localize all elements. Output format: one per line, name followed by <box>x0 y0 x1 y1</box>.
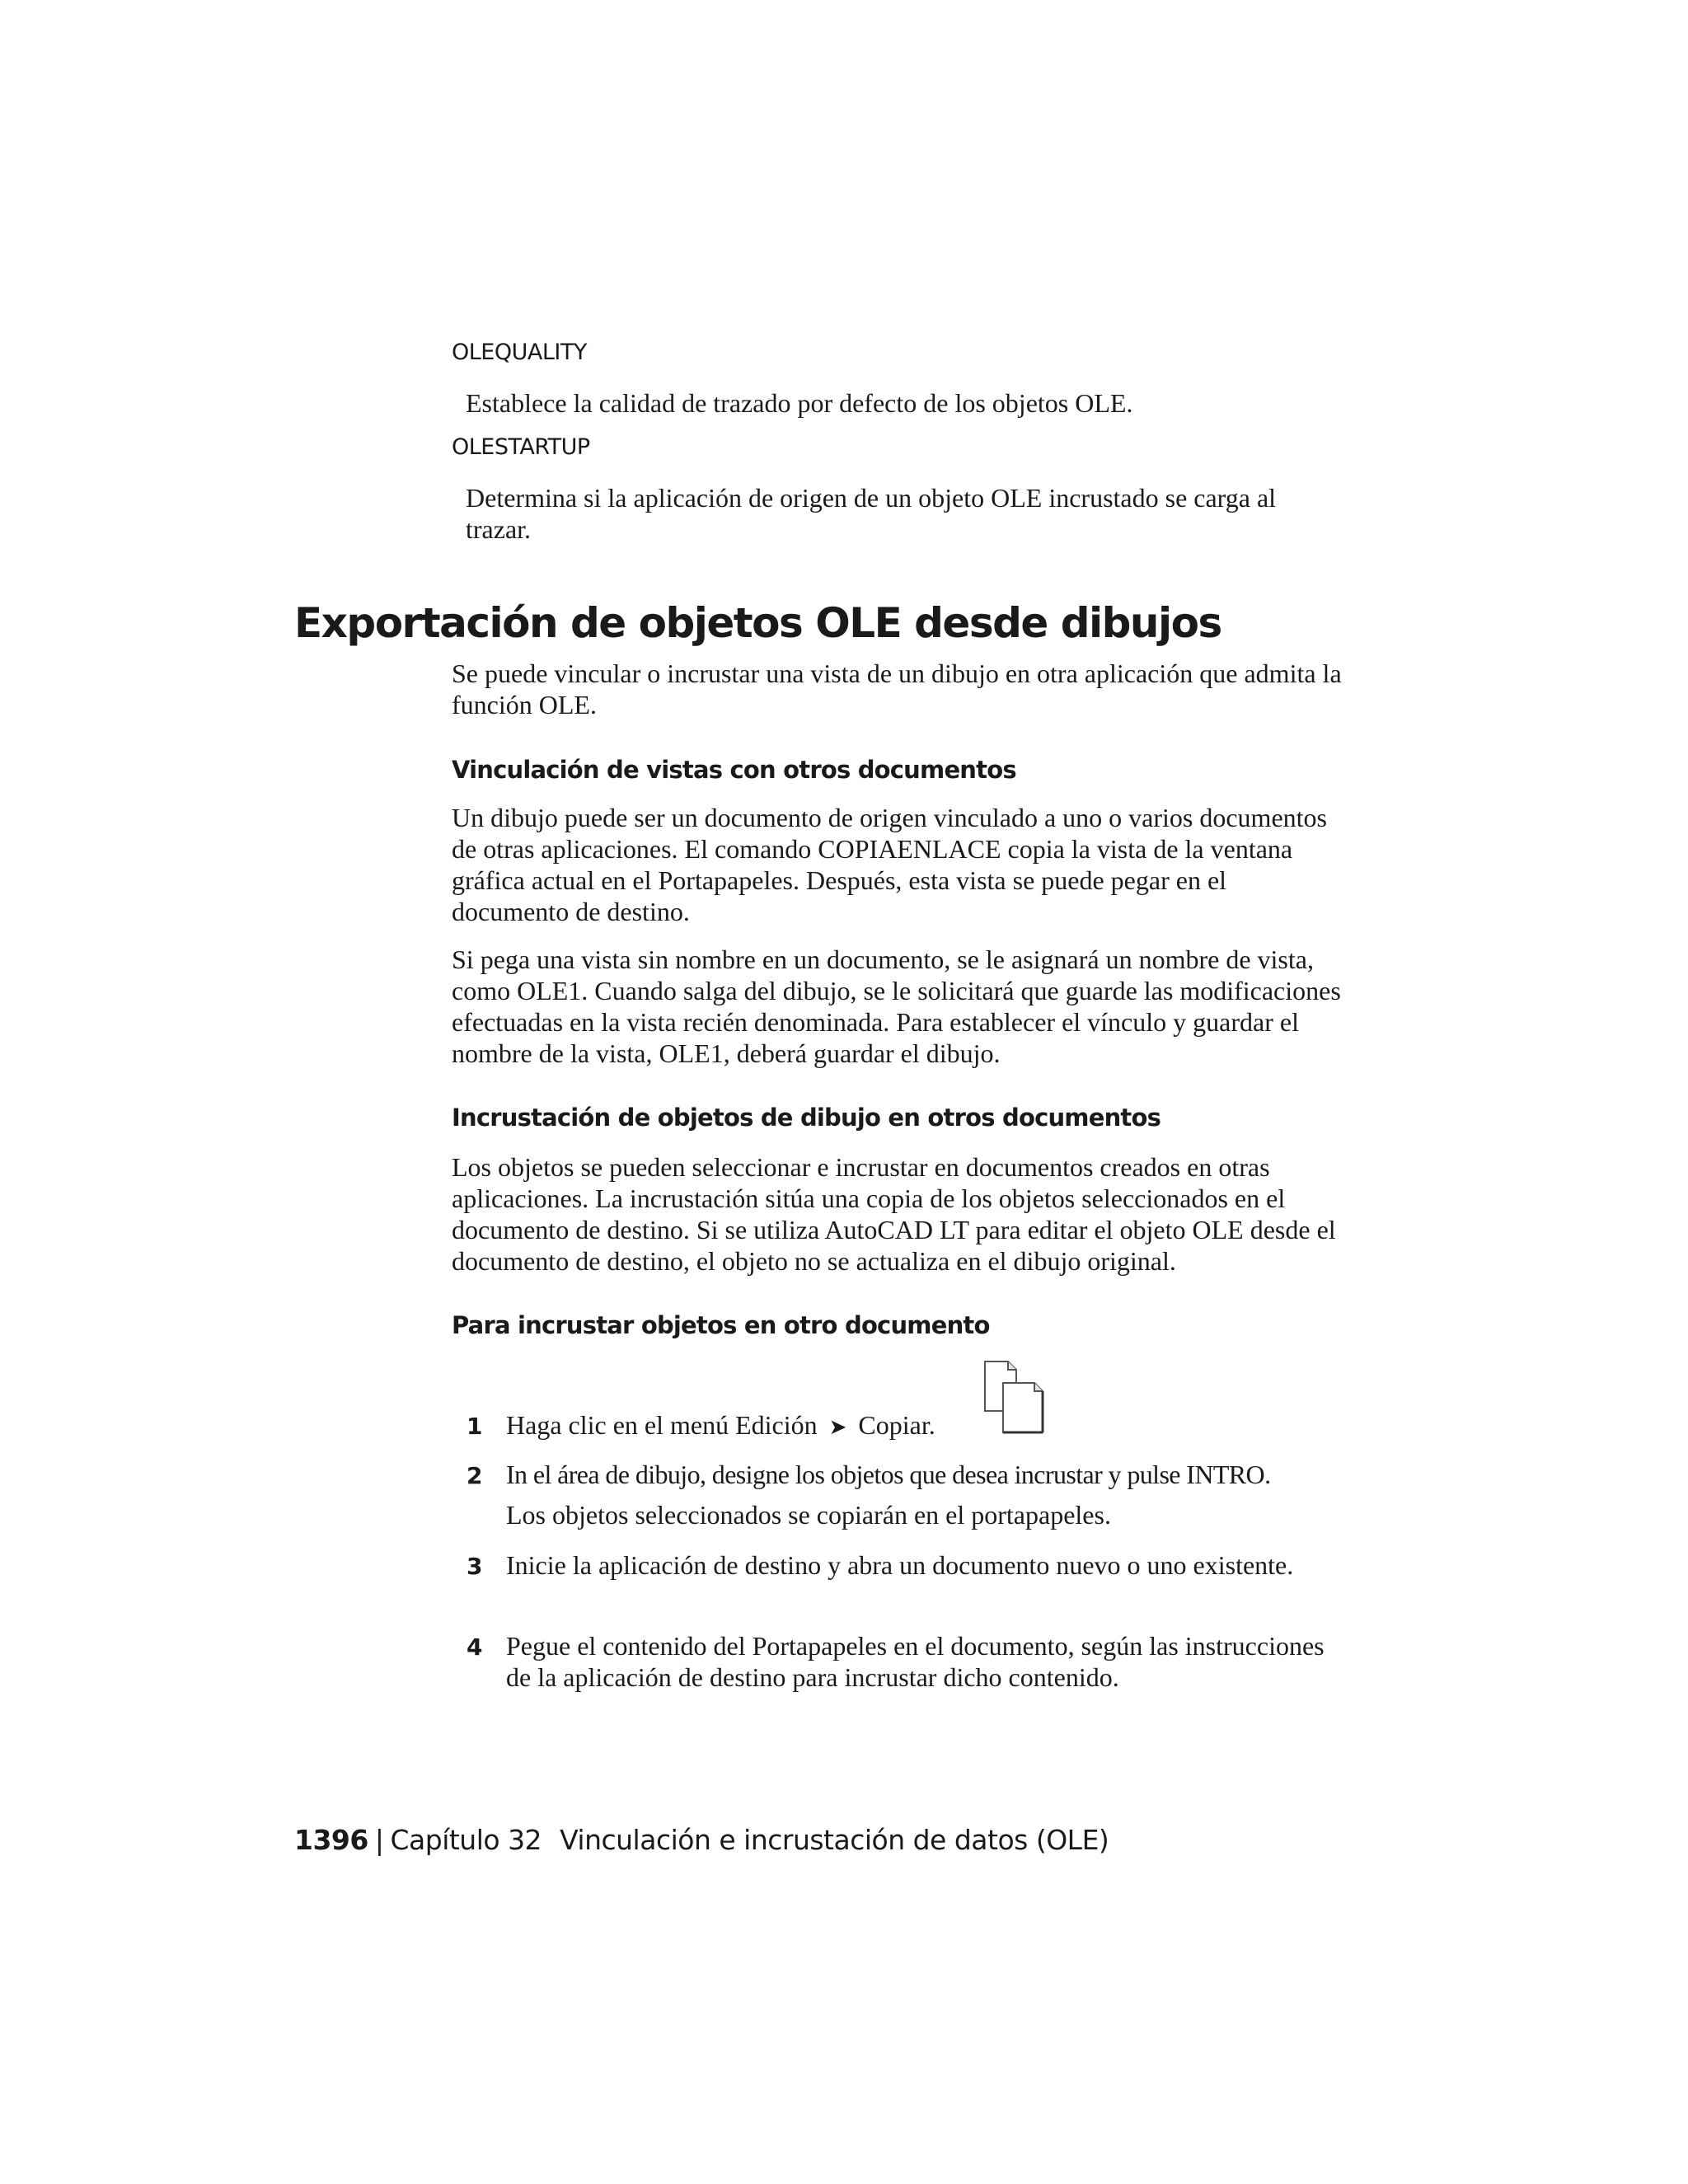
paragraph-vinculacion-2: Si pega una vista sin nombre en un documento, se le asignará un nombre de vista, como OLE1. Cuando salga del dibujo, se le solicitará que guarde las modificaciones efectuadas en la vista recién denominada. Para establecer el vínculo y guardar el nombre de la vista, OLE1, deberá guardar el dibujo. <box>452 944 1341 1068</box>
paragraph-incrustacion-1: Los objetos se pueden seleccionar e incrustar en documentos creados en otras aplicaciones. La incrustación sitúa una copia de los objetos seleccionados en el documento de destino. Si se utiliza AutoCAD LT para editar el objeto OLE desde el documento de destino, el objeto no se actualiza en el dibujo original. <box>452 1152 1336 1276</box>
paragraph-vinculacion-1: Un dibujo puede ser un documento de origen vinculado a uno o varios documentos de otras aplicaciones. El comando COPIAENLACE copia la vista de la ventana gráfica actual en el Portapapeles. Después, esta vista se puede pegar en el documento de destino. <box>452 803 1327 926</box>
step-text-4: Pegue el contenido del Portapapeles en el documento, según las instrucciones de la aplicación de destino para incrustar dicho contenido. <box>506 1631 1325 1692</box>
step-text-1 <box>506 1409 1355 1443</box>
step-text-2: In el área de dibujo, designe los objetos que desea incrustar y pulse INTRO. <box>506 1460 1271 1489</box>
page-footer <box>294 1824 1109 1856</box>
step-text-3: Inicie la aplicación de destino y abra un documento nuevo o uno existente. <box>506 1550 1294 1580</box>
sysvar-description-olequality: Establece la calidad de trazado por defecto de los objetos OLE. <box>466 388 1133 418</box>
footer-chapter-title: Vinculación e incrustación de datos (OLE) <box>560 1824 1109 1856</box>
footer-chapter: Capítulo 32 <box>390 1824 542 1856</box>
sysvar-name-olequality: OLEQUALITY <box>452 340 587 365</box>
section-title: Exportación de objetos OLE desde dibujos <box>294 599 1221 647</box>
step-number-2: 2 <box>467 1462 483 1489</box>
step-number-1: 1 <box>467 1413 483 1440</box>
menu-path-arrow-icon: ➤ <box>828 1415 847 1440</box>
copy-icon <box>983 1360 1053 1436</box>
step-1-menu-text: Haga clic en el menú Edición <box>506 1410 818 1440</box>
step-1-command-text: Copiar. <box>858 1410 935 1440</box>
footer-separator: | <box>374 1824 384 1856</box>
step-number-4: 4 <box>467 1633 483 1661</box>
page-number: 1396 <box>294 1824 368 1856</box>
subsection-title-vinculacion: Vinculación de vistas con otros documentos <box>452 756 1016 784</box>
sysvar-name-olestartup: OLESTARTUP <box>452 434 590 460</box>
section-intro: Se puede vincular o incrustar una vista de un dibujo en otra aplicación que admita la función OLE. <box>452 658 1342 719</box>
subsection-title-incrustacion: Incrustación de objetos de dibujo en otros documentos <box>452 1104 1161 1132</box>
sysvar-description-olestartup: Determina si la aplicación de origen de un objeto OLE incrustado se carga al trazar. <box>466 483 1277 544</box>
step-number-3: 3 <box>467 1553 483 1580</box>
step-result-2: Los objetos seleccionados se copiarán en el portapapeles. <box>506 1500 1111 1530</box>
procedure-title: Para incrustar objetos en otro documento <box>452 1311 990 1339</box>
